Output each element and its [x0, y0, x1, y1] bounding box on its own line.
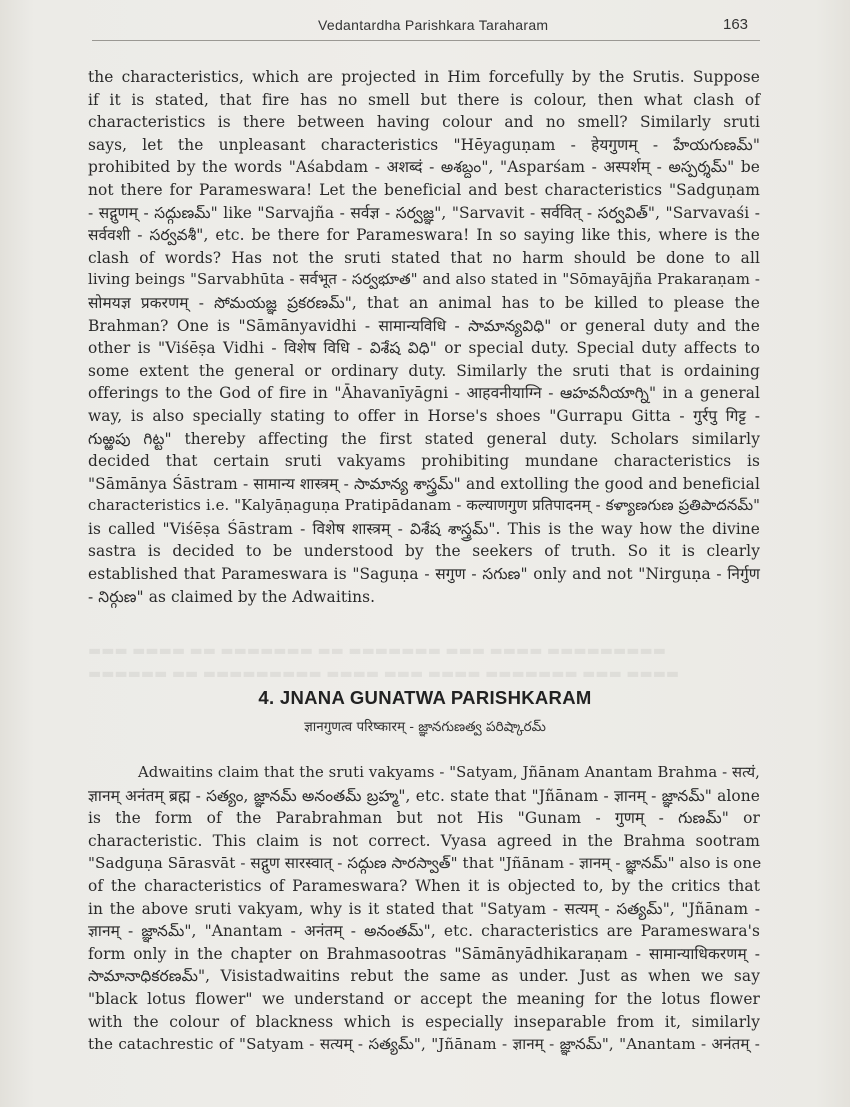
text-line: if it is stated, that fire has no smell but there is colour, then what clash of	[88, 90, 760, 109]
text-line: not there for Parameswara! Let the beneficial and best characteristics "Sadguṇam	[88, 180, 760, 199]
text-line: the catachrestic of "Satyam - सत्यम् - సత్యమ్", "Jñānam - ज्ञानम् - జ్ఞానమ్", "Anantam - अनंतम् -	[88, 1035, 760, 1054]
text-line: of the characteristics of Parameswara? When it is objected to, by the critics that	[88, 876, 760, 895]
text-line: says, let the unpleasant characteristics "Hēyaguṇam - हेयगुणम् - హేయగుణమ్"	[88, 135, 760, 154]
text-line: characteristic. This claim is not correct. Vyasa agreed in the Brahma sootram	[88, 831, 760, 850]
text-line: - నిర్గుణ" as claimed by the Adwaitins.	[88, 587, 376, 606]
text-line: characteristics is there between having colour and no smell? Similarly sruti	[88, 113, 760, 132]
text-line: the characteristics, which are projected in Him forcefully by the Srutis. Suppose	[88, 68, 760, 86]
text-line: "Sadguṇa Sārasvāt - सद्गुण सारस्वात् - సద్గుణ సారస్వాత్" that "Jñānam - ज्ञानम् - జ్ఞానమ్" also is one	[88, 854, 762, 873]
page-header	[0, 14, 850, 38]
text-line: Adwaitins claim that the sruti vakyams - "Satyam, Jñānam Anantam Brahma - सत्यं,	[138, 764, 760, 781]
text-line: form only in the chapter on Brahmasootras "Sāmānyādhikaraṇam - सामान्याधिकरणम् -	[88, 944, 760, 963]
page-number: 163	[723, 16, 749, 33]
text-line: is the form of the Parabrahman but not His "Gunam - गुणम् - గుణమ్" or	[88, 809, 760, 828]
header-rule	[92, 40, 760, 41]
paragraph-characteristics	[88, 66, 760, 608]
text-line: is called "Viśēṣa Śāstram - विशेष शास्त्रम् - విశేష శాస్త్రమ్". This is the way how the divine	[88, 519, 760, 538]
text-line: सोमयज्ञ प्रकरणम् - సోమయజ్ఞ ప్రకరణమ్", that an animal has to be killed to please the	[88, 293, 760, 312]
text-line: "black lotus flower" we understand or accept the meaning for the lotus flower	[88, 989, 760, 1008]
text-line: some extent the general or ordinary duty. Similarly the sruti that is ordaining	[88, 361, 760, 380]
text-line: other is "Viśēṣa Vidhi - विशेष विधि - విశేష విధి" or special duty. Special duty affects to	[88, 339, 760, 358]
paragraph-jnana	[88, 762, 760, 1056]
text-line: ज्ञानम् अनंतम् ब्रह्म - సత్యం, జ్ఞానమ్ అనంతమ్ బ్రహ్మ", etc. state that "Jñānam - ज्ञानम् - జ్ఞానమ్" alone	[88, 786, 760, 805]
text-line: గుఱ్ఱపు గిట్ట" thereby affecting the first stated general duty. Scholars similarly	[88, 429, 760, 448]
text-line: sastra is decided to be understood by the seekers of truth. So it is clearly	[88, 542, 760, 561]
text-line: decided that certain sruti vakyams prohibiting mundane characteristics is	[88, 452, 760, 471]
text-line: సామానాధికరణమ్", Visistadwaitins rebut the same as under. Just as when we say	[88, 967, 760, 986]
bleed-through-texture: ▬▬▬ ▬▬▬▬ ▬▬ ▬▬▬▬▬▬▬ ▬▬ ▬▬▬▬▬▬▬ ▬▬▬ ▬▬▬▬ ▬▬▬▬▬▬▬▬▬ ▬▬▬▬▬▬ ▬▬ ▬▬▬▬▬▬▬▬▬ ▬▬▬▬ ▬▬▬ ▬▬▬▬ ▬▬▬▬▬▬▬ ▬▬▬ ▬▬▬▬	[88, 643, 680, 682]
text-line: "Sāmānya Śāstram - सामान्य शास्त्रम् - సామాన్య శాస్త్రమ్" and extolling the good and beneficial	[88, 474, 760, 493]
text-line: - सद्गुणम् - సద్గుణమ్" like "Sarvajña - सर्वज्ञ - సర్వజ్ఞ", "Sarvavit - सर्ववित् - సర్వవిత్", "Sarvavaśi -	[88, 203, 760, 222]
text-line: established that Parameswara is "Saguṇa - सगुण - సగుణ" only and not "Nirguṇa - निर्गुण	[88, 565, 760, 584]
text-line: सर्ववशी - సర్వవశీ", etc. be there for Parameswara! In so saying like this, where is the	[88, 226, 760, 245]
text-line: way, is also specially stating to offer in Horse's shoes "Gurrapu Gitta - गुर्रपु गिट्ट -	[88, 406, 760, 425]
text-line: with the colour of blackness which is especially inseparable from it, similarly	[88, 1012, 760, 1031]
text-line: Brahman? One is "Sāmānyavidhi - सामान्यविधि - సామాన్యవిధి" or general duty and the	[88, 316, 760, 335]
text-line: offerings to the God of fire in "Āhavanīyāgni - आहवनीयाग्नि - ఆహవనీయాగ్ని" in a general	[88, 384, 760, 403]
running-title: Vedantardha Parishkara Taraharam	[318, 17, 549, 33]
text-line: characteristics i.e. "Kalyāṇaguṇa Pratipādanam - कल्याणगुण प्रतिपादनम् - కళ్యాణగుణ ప్రతిపాదనమ్"	[88, 497, 760, 515]
section-heading: 4. JNANA GUNATWA PARISHKARAM	[258, 687, 592, 708]
text-line: clash of words? Has not the sruti stated that no harm should be done to all	[88, 248, 760, 267]
text-line: living beings "Sarvabhūta - सर्वभूत - సర్వభూత" and also stated in "Sōmayājña Prakaraṇam -	[88, 271, 760, 289]
section-subheading: ज्ञानगुणत्व परिष्कारम् - జ్ఞానగుణత్వ పరిష్కారమ్	[304, 719, 546, 735]
text-line: in the above sruti vakyam, why is it stated that "Satyam - सत्यम् - సత్యమ్", "Jñānam -	[88, 899, 760, 918]
text-line: ज्ञानम् - జ్ఞానమ్", "Anantam - अनंतम् - అనంతమ్", etc. characteristics are Parameswara's	[88, 922, 760, 941]
text-line: prohibited by the words "Aśabdam - अशब्दं - అశబ్దం", "Asparśam - अस्पर्शम् - అస్పర్శమ్" be	[88, 158, 760, 177]
